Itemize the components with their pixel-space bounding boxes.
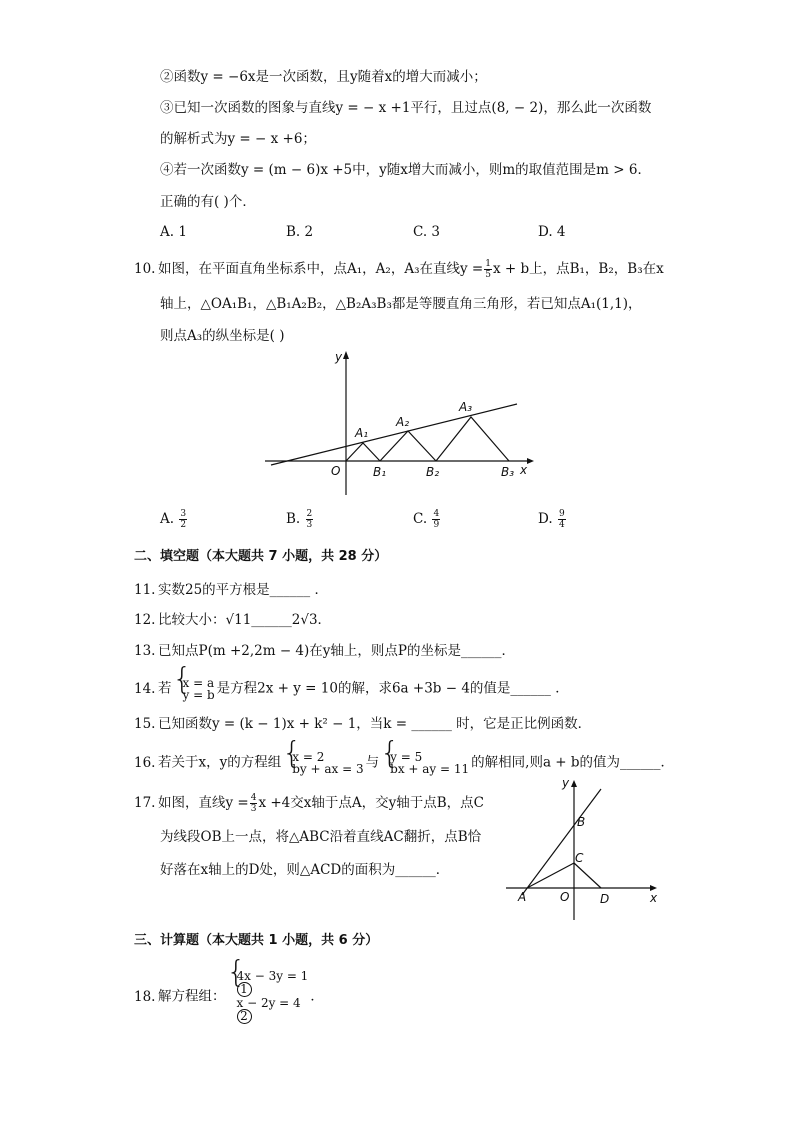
q17-label-o: O xyxy=(560,890,570,904)
q17-line2: 为线段OB上一点，将△ABC沿着直线AC翻折，点B恰 xyxy=(160,829,482,845)
q10-y-arrow xyxy=(343,351,349,359)
q10-line1-text-b: x + b上，点B₁，B₂，B₃在x xyxy=(492,261,664,277)
q16 xyxy=(134,751,674,775)
q10-fraction xyxy=(484,259,492,280)
q9-option-c: C. 3 xyxy=(413,224,441,240)
q10-option-c-fraction xyxy=(432,509,440,530)
q9-option-d: D. 4 xyxy=(538,224,566,240)
q17-label-x: x xyxy=(650,891,658,905)
q17-segment-cd xyxy=(574,863,601,888)
q14-system-eq1: { x = a xyxy=(182,676,215,690)
q15 xyxy=(134,715,591,733)
q13-number: 13. xyxy=(134,643,156,659)
q10-option-b-bottom: 3 xyxy=(306,520,313,530)
q10-option-b-fraction xyxy=(306,509,314,530)
q17-y-arrow xyxy=(571,780,577,787)
q10-option-d xyxy=(538,509,567,530)
q17-fraction xyxy=(250,793,258,814)
q10-option-b-top: 2 xyxy=(306,509,313,519)
q9-item-2: ②函数y = −6x是一次函数，且y随着x的增大而减小； xyxy=(160,69,487,85)
q14-number: 14. xyxy=(134,680,156,697)
q17-line1-text-a: 如图，直线y = xyxy=(158,795,249,811)
q18 xyxy=(134,970,324,1024)
q13 xyxy=(134,642,515,660)
q14-post: 是方程2x + y = 10的解，求6a +3b − 4的值是______ ． xyxy=(216,680,569,697)
q10-option-a xyxy=(160,509,188,530)
q17-label-y: y xyxy=(562,776,570,790)
q17-frac-top: 4 xyxy=(250,793,257,803)
q10-triangle-3 xyxy=(436,417,509,461)
q11-text: 实数25的平方根是______ ． xyxy=(158,582,328,598)
q10-line1 xyxy=(134,259,664,280)
q18-eq1 xyxy=(237,970,309,997)
q9-item-3-line1: ③已知一次函数的图象与直线y = − x +1平行，且过点(8, − 2)，那么此一次函数 xyxy=(160,100,652,116)
q17-label-a: A xyxy=(518,890,527,904)
q14-system-eq2: y = b xyxy=(182,688,215,702)
q18-pre: 解方程组： xyxy=(158,988,226,1005)
q11-number: 11. xyxy=(134,582,156,598)
q10-label-a3: A₃ xyxy=(459,400,473,414)
q10-label-a1: A₁ xyxy=(355,426,369,440)
q15-number: 15. xyxy=(134,716,156,732)
q10-option-c-top: 4 xyxy=(433,509,440,519)
q10-option-c-bottom: 9 xyxy=(433,520,440,530)
q10-option-c-letter: C. xyxy=(413,511,428,527)
q10-line3: 则点A₃的纵坐标是( ) xyxy=(160,328,285,344)
q10-x-arrow xyxy=(527,458,534,464)
q10-option-a-top: 3 xyxy=(180,509,187,519)
q9-option-a: A. 1 xyxy=(160,224,187,240)
section-3-heading: 三、计算题（本大题共 1 小题，共 6 分） xyxy=(134,933,379,948)
q18-system xyxy=(228,970,309,1024)
q18-number: 18. xyxy=(134,988,156,1005)
q10-line1-text-a: 如图，在平面直角坐标系中，点A₁，A₂，A₃在直线y = xyxy=(158,261,484,277)
q9-option-b: B. 2 xyxy=(286,224,314,240)
q12-text-b: 2√3． xyxy=(291,612,332,628)
q10-label-a2: A₂ xyxy=(396,415,410,429)
q12-text-a: 比较大小： xyxy=(158,612,226,628)
q10-label-b2: B₂ xyxy=(426,465,440,479)
q10-option-a-bottom: 2 xyxy=(180,520,187,530)
q12 xyxy=(134,611,331,629)
q10-option-d-fraction xyxy=(558,509,566,530)
q18-circled-1: 1 xyxy=(237,982,252,997)
q11 xyxy=(134,581,328,599)
q16-system-a-eq2: by + ax = 3 xyxy=(292,762,364,776)
q17-label-c: C xyxy=(575,851,584,865)
q10-label-b3: B₃ xyxy=(501,465,515,479)
q17-figure xyxy=(500,775,665,925)
q17-line1 xyxy=(134,793,484,814)
q17-line1-text-b: x +4交x轴于点A，交y轴于点B，点C xyxy=(258,795,485,811)
q10-label-o: O xyxy=(331,464,341,478)
q10-line xyxy=(271,404,517,465)
q9-stem: 正确的有( )个． xyxy=(160,194,256,210)
q10-line2: 轴上，△OA₁B₁，△B₁A₂B₂，△B₂A₃B₃都是等腰直角三角形，若已知点A₁(1,1)， xyxy=(160,296,642,312)
q10-option-b xyxy=(286,509,314,530)
q10-option-d-bottom: 4 xyxy=(558,520,565,530)
q17-line-ab xyxy=(522,789,601,895)
q10-label-x: x xyxy=(520,463,528,477)
q14-pre: 若 xyxy=(158,680,172,697)
q10-label-y: y xyxy=(335,350,343,364)
q10-option-a-fraction xyxy=(179,509,187,530)
q10-option-b-letter: B. xyxy=(286,511,301,527)
q16-system-a-eq1: { x = 2 xyxy=(292,750,325,764)
q17-number: 17. xyxy=(134,795,156,811)
q18-eq2-text: x − 2y = 4 xyxy=(236,996,301,1010)
q16-number: 16. xyxy=(134,754,156,771)
q18-eq1-text: { 4x − 3y = 1 xyxy=(236,969,309,983)
q17-label-b: B xyxy=(577,815,586,829)
q16-system-a xyxy=(283,751,363,775)
q10-label-b1: B₁ xyxy=(373,465,387,479)
q10-option-a-letter: A. xyxy=(160,511,175,527)
q9-item-4: ④若一次函数y = (m − 6)x +5中，y随x增大而减小，则m的取值范围是m > 6． xyxy=(160,162,651,178)
q13-text: 已知点P(m +2,2m − 4)在y轴上，则点P的坐标是______． xyxy=(158,643,515,659)
q17-segment-ac xyxy=(527,863,574,888)
q12-number: 12. xyxy=(134,612,156,628)
q14-system xyxy=(174,677,215,701)
q10-option-c xyxy=(413,509,441,530)
q10-frac-top: 1 xyxy=(485,259,491,269)
q9-item-3-line2: 的解析式为y = − x +6； xyxy=(160,131,316,147)
q18-circled-2: 2 xyxy=(237,1009,252,1024)
q10-figure xyxy=(255,345,545,505)
q16-system-b-eq1: { y = 5 xyxy=(390,750,423,764)
q15-text: 已知函数y = (k − 1)x + k² − 1，当k = ______ 时，它是正比例函数． xyxy=(158,716,592,732)
q12-root: √11 xyxy=(225,612,252,628)
q18-eq2 xyxy=(237,997,309,1024)
q17-label-d: D xyxy=(600,892,610,906)
q14 xyxy=(134,677,569,701)
q16-system-b xyxy=(381,751,469,775)
q10-number: 10. xyxy=(134,261,156,277)
q18-post: ． xyxy=(310,988,324,1005)
q16-system-b-eq2: bx + ay = 11 xyxy=(390,762,470,776)
section-2-heading: 二、填空题（本大题共 7 小题，共 28 分） xyxy=(134,549,388,564)
q12-blank: ______ xyxy=(251,612,292,628)
q16-post: 的解相同,则a + b的值为______． xyxy=(471,754,675,771)
q17-line3: 好落在x轴上的D处，则△ACD的面积为______． xyxy=(160,862,450,878)
q16-pre: 若关于x，y的方程组 xyxy=(158,754,282,771)
q10-option-d-top: 9 xyxy=(558,509,565,519)
q10-option-d-letter: D. xyxy=(538,511,553,527)
q17-frac-bottom: 3 xyxy=(250,804,257,814)
q10-frac-bottom: 5 xyxy=(485,270,491,280)
q16-mid: 与 xyxy=(365,754,380,771)
